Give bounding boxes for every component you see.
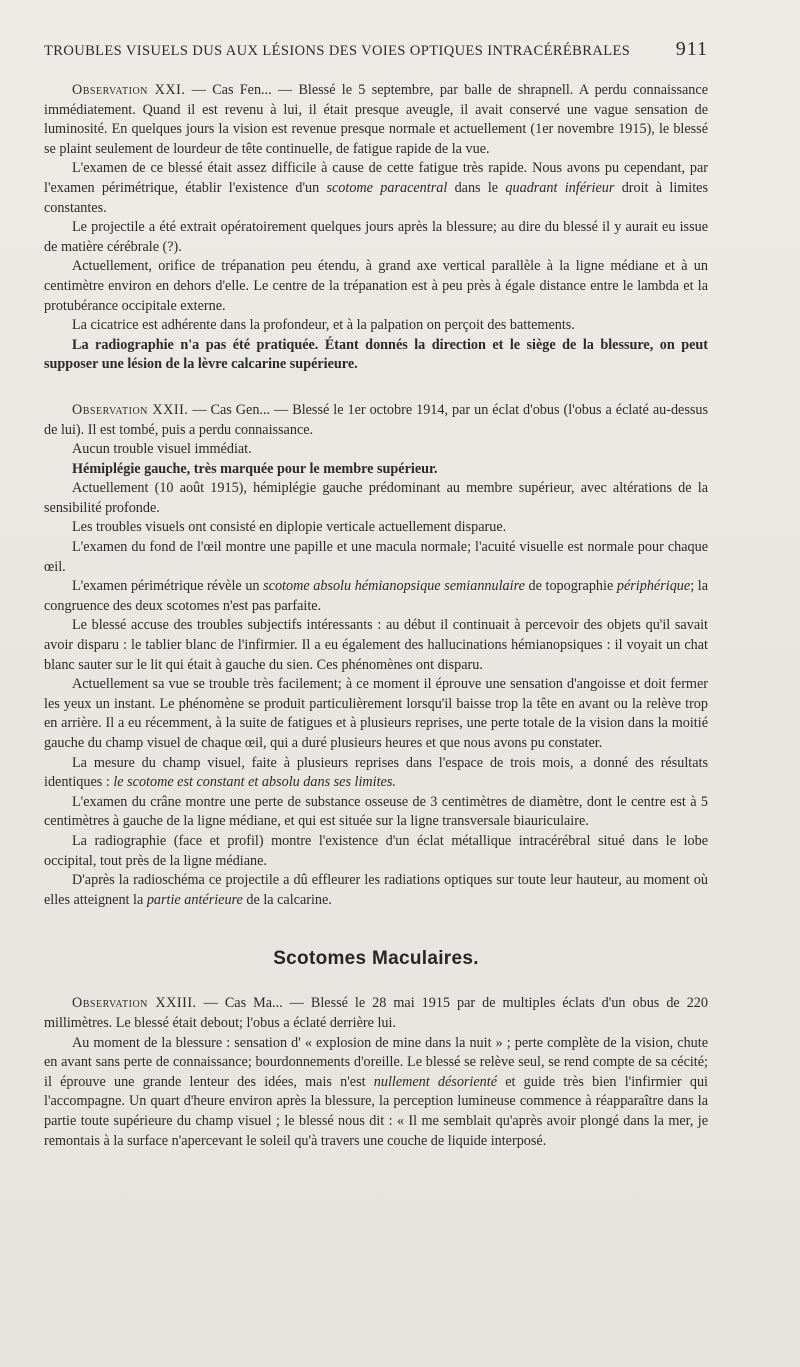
observation-23 <box>44 994 708 1151</box>
observation-22 <box>44 401 708 910</box>
paragraph: Le projectile a été extrait opératoirement quelques jours après la blessure; au dire du blessé il y aurait eu issue de matière cérébrale (?). <box>44 219 708 255</box>
section-heading: Scotomes Maculaires. <box>273 948 479 970</box>
running-title: TROUBLES VISUELS DUS AUX LÉSIONS DES VOIES OPTIQUES INTRACÉRÉBRALES <box>44 43 631 59</box>
paragraph: Actuellement sa vue se trouble très facilement; à ce moment il éprouve une sensation d'angoisse et doit fermer les yeux un instant. Le phénomène se produit particulièrement lorsqu'il baisse trop la tête en avant ou la relève trop en arrière. Il a eu récemment, à la suite de fatigues et à plusieurs reprises, une perte totale de la vision dans la moitié gauche du champ visuel de chaque œil, qui a duré plusieurs heures et que nous avons pu constater. <box>44 676 708 751</box>
paragraph: La mesure du champ visuel, faite à plusieurs reprises dans l'espace de trois mois, a donné des résultats identiques : le scotome est constant et absolu dans ses limites. <box>44 754 708 791</box>
paragraph: L'examen du fond de l'œil montre une papille et une macula normale; l'acuité visuelle est normale pour chaque œil. <box>44 539 708 575</box>
paragraph: Observation XXII. — Cas Gen... — Blessé le 1er octobre 1914, par un éclat d'obus (l'obus a éclaté au-dessus de lui). Il est tombé, puis a perdu connaissance. <box>44 401 709 438</box>
paragraph: Observation XXIII. — Cas Ma... — Blessé le 28 mai 1915 par de multiples éclats d'un obus de 220 millimètres. Le blessé était debout; l'obus a éclaté derrière lui. <box>44 995 708 1031</box>
paragraph: Actuellement (10 août 1915), hémiplégie gauche prédominant au membre supérieur, avec altérations de la sensibilité profonde. <box>44 480 708 516</box>
paragraph: La radiographie (face et profil) montre l'existence d'un éclat métallique intracérébral situé dans le lobe occipital, tout près de la ligne médiane. <box>44 832 708 869</box>
paragraph: Les troubles visuels ont consisté en diplopie verticale actuellement disparue. <box>72 519 507 536</box>
paragraph: Hémiplégie gauche, très marquée pour le membre supérieur. <box>72 460 438 477</box>
running-head <box>44 38 708 61</box>
observation-21 <box>44 81 708 375</box>
paragraph: Observation XXI. — Cas Fen... — Blessé le 5 septembre, par balle de shrapnell. A perdu connaissance immédiatement. Quand il est revenu à lui, il était presque aveugle, il avait conservé une vague sensation de luminosité. En quelques jours la vision est revenue presque normale et actuellement (1er novembre 1915), le blessé se plaint seulement de lourdeur de tête continuelle, de fatigue rapide de la vue. <box>44 82 708 157</box>
observation-label: Observation XXIII. <box>72 995 197 1012</box>
paragraph: L'examen périmétrique révèle un scotome absolu hémianopsique semiannulaire de topographie périphérique; la congruence des deux scotomes n'est pas parfaite. <box>44 578 708 614</box>
paragraph: La radiographie n'a pas été pratiquée. Étant donnés la direction et le siège de la blessure, on peut supposer une lésion de la lèvre calcarine supérieure. <box>44 336 708 373</box>
paragraph: L'examen de ce blessé était assez difficile à cause de cette fatigue très rapide. Nous avons pu cependant, par l'examen périmétrique, établir l'existence d'un scotome paracentral dans le quadrant inférieur droit à limites constantes. <box>44 160 708 216</box>
paragraph: La cicatrice est adhérente dans la profondeur, et à la palpation on perçoit des battements. <box>72 317 575 334</box>
observation-label: Observation XXI. <box>72 82 186 98</box>
paragraph: Le blessé accuse des troubles subjectifs intéressants : au début il continuait à percevoir des objets qu'il savait avoir disparu : le tablier blanc de l'infirmier. Il a eu également des hallucinations hémianopsiques : il voyait un chat blanc sauter sur le lit qui était à gauche du sien. Ces phénomènes ont disparu. <box>44 617 708 673</box>
paragraph: Aucun trouble visuel immédiat. <box>72 441 252 458</box>
paragraph: L'examen du crâne montre une perte de substance osseuse de 3 centimètres de diamètre, dont le centre est à 5 centimètres à gauche de la ligne médiane, et qui est située sur la ligne transversale biauriculaire. <box>44 793 708 830</box>
paragraph: D'après la radioschéma ce projectile a dû effleurer les radiations optiques sur toute leur hauteur, au moment où elles atteignent la partie antérieure de la calcarine. <box>44 872 708 908</box>
paragraph: Au moment de la blessure : sensation d' « explosion de mine dans la nuit » ; perte complète de la vision, chute en avant sans perte de connaissance; bourdonnements d'oreille. Le blessé se relève seul, se rend compte de sa cécité; il éprouve une grande lenteur des idées, mais n'est nullement désorienté et guide très bien l'infirmier qui l'accompagne. Un quart d'heure environ après la blessure, la perception lumineuse commence à réapparaître dans la partie toute supérieure du champ visuel ; le blessé nous dit : « Il me semblait qu'après avoir plongé dans la mer, je remontais à la surface n'apercevant le soleil qu'à travers une couche de liquide interposé. <box>44 1034 708 1149</box>
page-number: 911 <box>675 38 708 60</box>
paragraph: Actuellement, orifice de trépanation peu étendu, à grand axe vertical parallèle à la ligne médiane et à un centimètre environ en dehors d'elle. Le centre de la trépanation est à peu près à égale distance entre le lambda et la protubérance occipitale externe. <box>44 258 708 314</box>
observation-label: Observation XXII. <box>72 401 189 418</box>
